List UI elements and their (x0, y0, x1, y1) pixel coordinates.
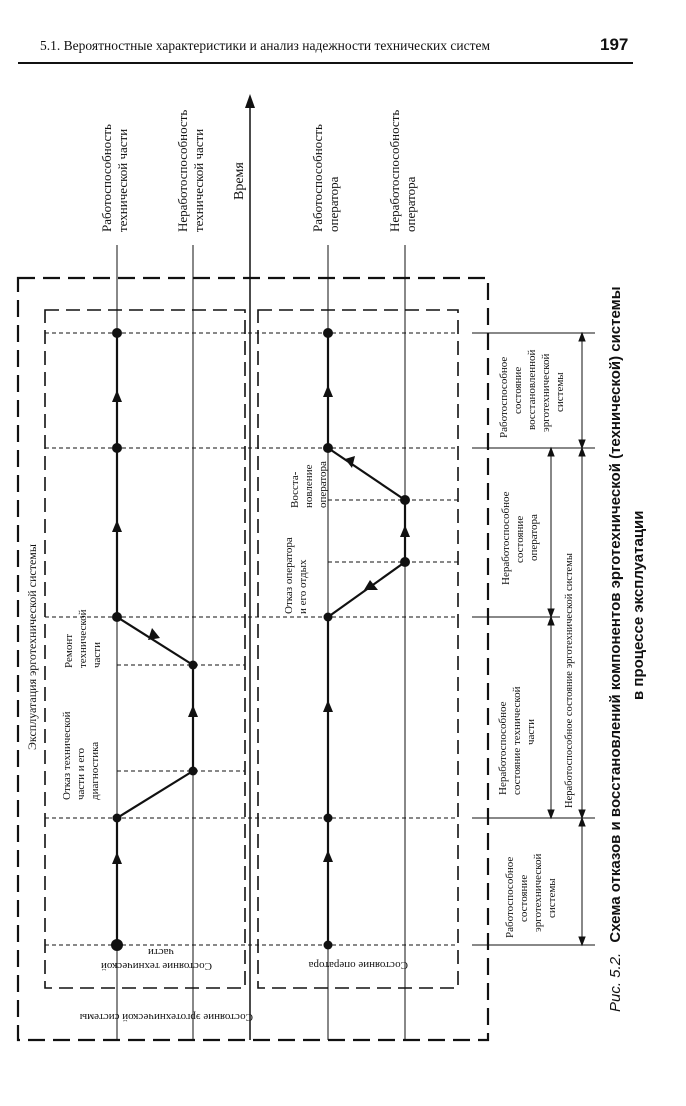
state-label-1: Работоспособное состояние эрготехнической системы (504, 853, 558, 938)
tech-path-d (117, 617, 193, 665)
label-tech-repair: Ремонт технической части (63, 609, 103, 668)
label-time: Время (232, 162, 247, 200)
label-op-failure: Отказ оператора и его отдых (283, 537, 309, 614)
figure-caption: Рис. 5.2. Схема отказов и восстановлений компонентов эрготехнической (технической) системы (607, 286, 624, 1012)
tech-start-node (111, 939, 123, 951)
label-system-state: Состояние эрготехнической системы (79, 1011, 253, 1023)
label-tech-operable: Работоспособность технической части (99, 124, 130, 232)
label-tech-inoperable: Неработоспособность технической части (175, 109, 206, 232)
page-number: 197 (600, 35, 629, 54)
tech-frame (45, 310, 245, 988)
label-op-operable: Работоспособность оператора (310, 124, 341, 232)
label-tech-state: Состояние технической части (101, 946, 212, 972)
state-label-2: Неработоспособное состояние технической части (497, 686, 537, 795)
state-label-combined: Неработоспособное состояние эрготехнической системы (564, 553, 575, 808)
running-title: 5.1. Вероятностные характеристики и анализ надежности технических систем (40, 38, 491, 53)
label-tech-failure: Отказ технической части и его диагностика (61, 711, 101, 800)
time-arrowhead (245, 94, 255, 108)
tech-path-b (117, 771, 193, 818)
state-label-3: Неработоспособное состояние оператора (500, 491, 540, 585)
op-path-d (328, 448, 405, 500)
label-op-recovery: Восста- новление оператора (289, 461, 329, 508)
label-op-inoperable: Неработоспособность оператора (387, 109, 418, 232)
state-label-4: Работоспособное состояние восстановленной эрготехнической системы (498, 349, 566, 438)
op-frame (258, 310, 458, 988)
label-system-operation: Эксплуатация эрготехнической системы (25, 544, 39, 750)
label-op-state: Состояние оператора (308, 959, 408, 971)
figure-caption-line2: в процессе эксплуатации (630, 510, 647, 700)
